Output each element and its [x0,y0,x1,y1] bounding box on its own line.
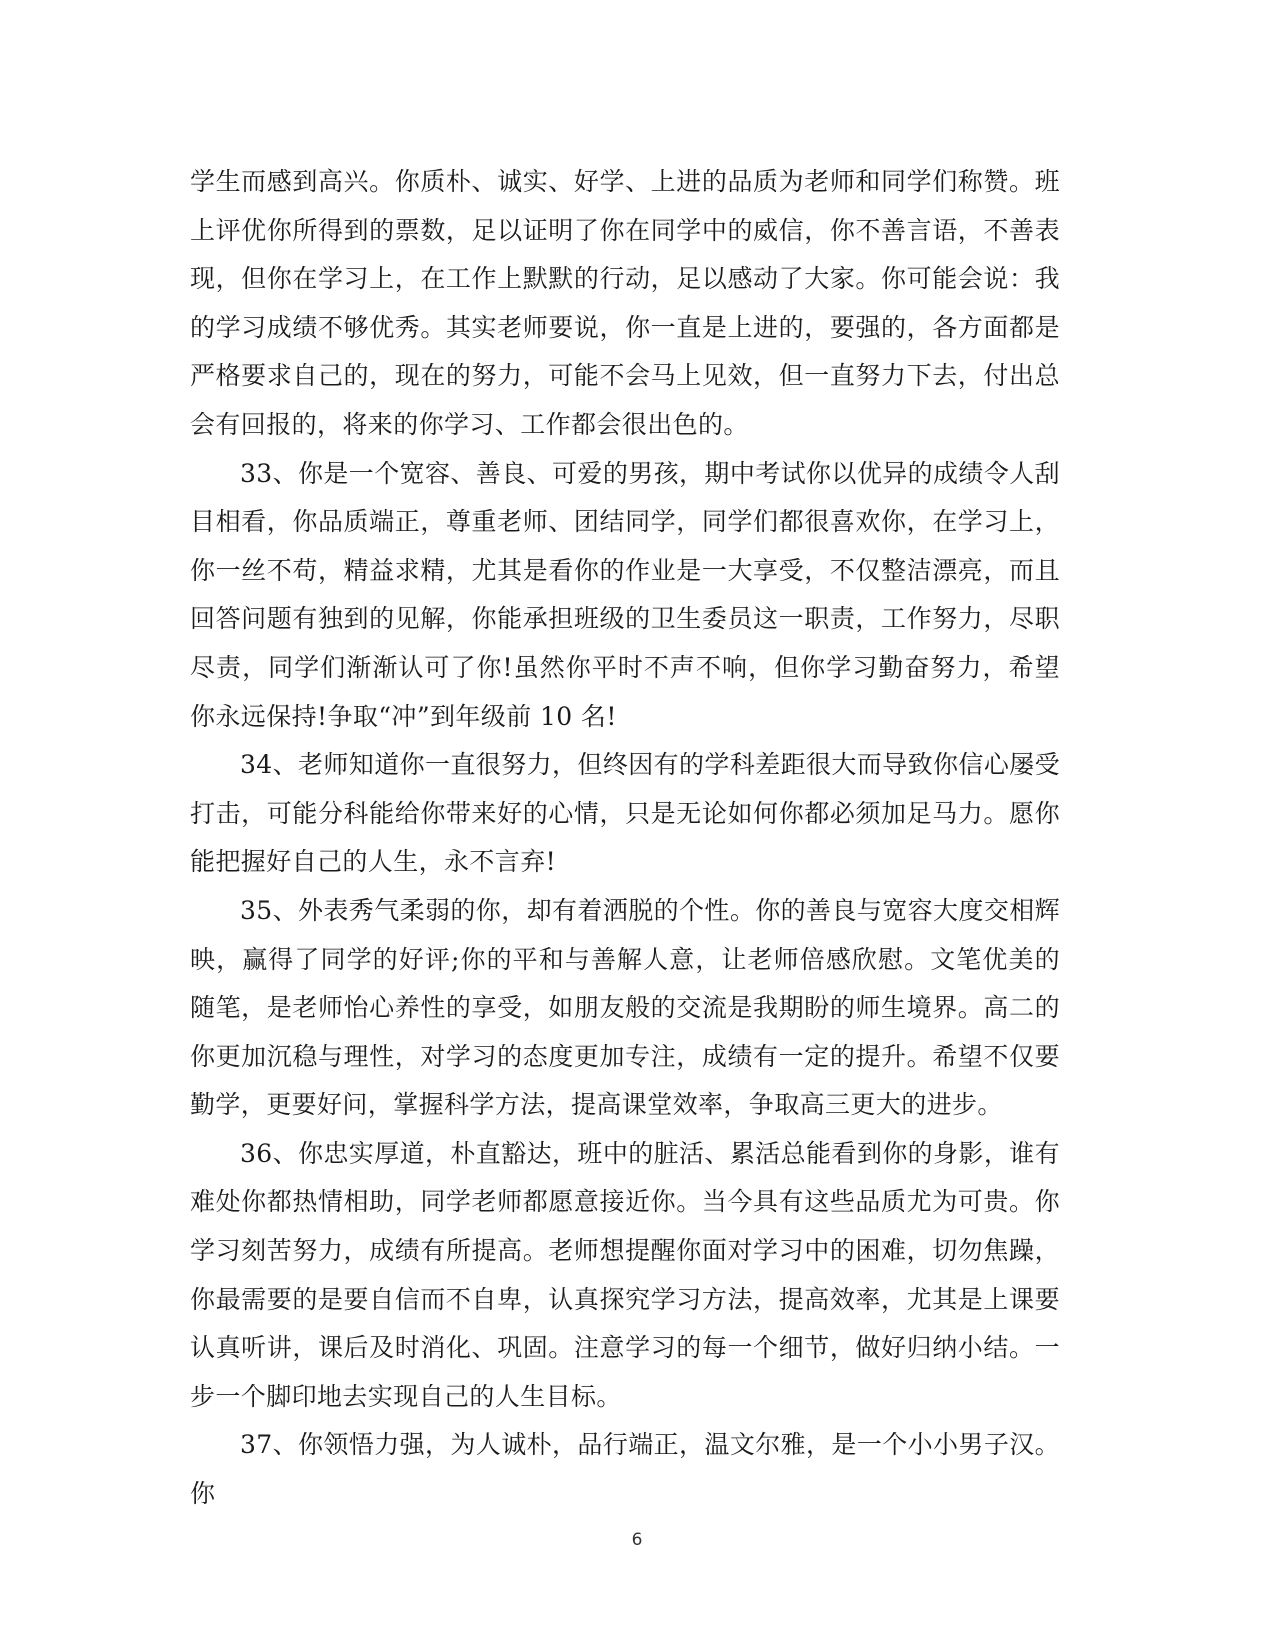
paragraph-34: 34、老师知道你一直很努力，但终因有的学科差距很大而导致你信心屡受打击，可能分科能给你带来好的心情，只是无论如何你都必须加足马力。愿你能把握好自己的人生，永不言弃! [190,750,1061,877]
paragraph-35: 35、外表秀气柔弱的你，却有着洒脱的个性。你的善良与宽容大度交相辉映，赢得了同学的好评;你的平和与善解人意，让老师倍感欣慰。文笔优美的随笔，是老师怡心养性的享受，如朋友般的交流是我期盼的师生境界。高二的你更加沉稳与理性，对学习的态度更加专注，成绩有一定的提升。希望不仅要勤学，更要好问，掌握科学方法，提高课堂效率，争取高三更大的进步。 [190,895,1061,1120]
paragraph-37: 37、你领悟力强，为人诚朴，品行端正，温文尔雅，是一个小小男子汉。你 [190,1430,1061,1509]
paragraph-33: 33、你是一个宽容、善良、可爱的男孩，期中考试你以优异的成绩令人刮目相看，你品质端正，尊重老师、团结同学，同学们都很喜欢你，在学习上，你一丝不苟，精益求精，尤其是看你的作业是一大享受，不仅整洁漂亮，而且回答问题有独到的见解，你能承担班级的卫生委员这一职责，工作努力，尽职尽责，同学们渐渐认可了你!虽然你平时不声不响，但你学习勤奋努力，希望你永远保持!争取“冲”到年级前 10 名! [190,458,1061,731]
document-body [190,158,1060,1519]
paragraph-continued: 学生而感到高兴。你质朴、诚实、好学、上进的品质为老师和同学们称赞。班上评优你所得到的票数，足以证明了你在同学中的威信，你不善言语，不善表现，但你在学习上，在工作上默默的行动，足以感动了大家。你可能会说：我的学习成绩不够优秀。其实老师要说，你一直是上进的，要强的，各方面都是严格要求自己的，现在的努力，可能不会马上见效，但一直努力下去，付出总会有回报的，将来的你学习、工作都会很出色的。 [190,167,1060,439]
page-number: 6 [631,1530,643,1550]
paragraph-36: 36、你忠实厚道，朴直豁达，班中的脏活、累活总能看到你的身影，谁有难处你都热情相助，同学老师都愿意接近你。当今具有这些品质尤为可贵。你学习刻苦努力，成绩有所提高。老师想提醒你面对学习中的困难，切勿焦躁，你最需要的是要自信而不自卑，认真探究学习方法，提高效率，尤其是上课要认真听讲，课后及时消化、巩固。注意学习的每一个细节，做好归纳小结。一步一个脚印地去实现自己的人生目标。 [190,1138,1061,1411]
